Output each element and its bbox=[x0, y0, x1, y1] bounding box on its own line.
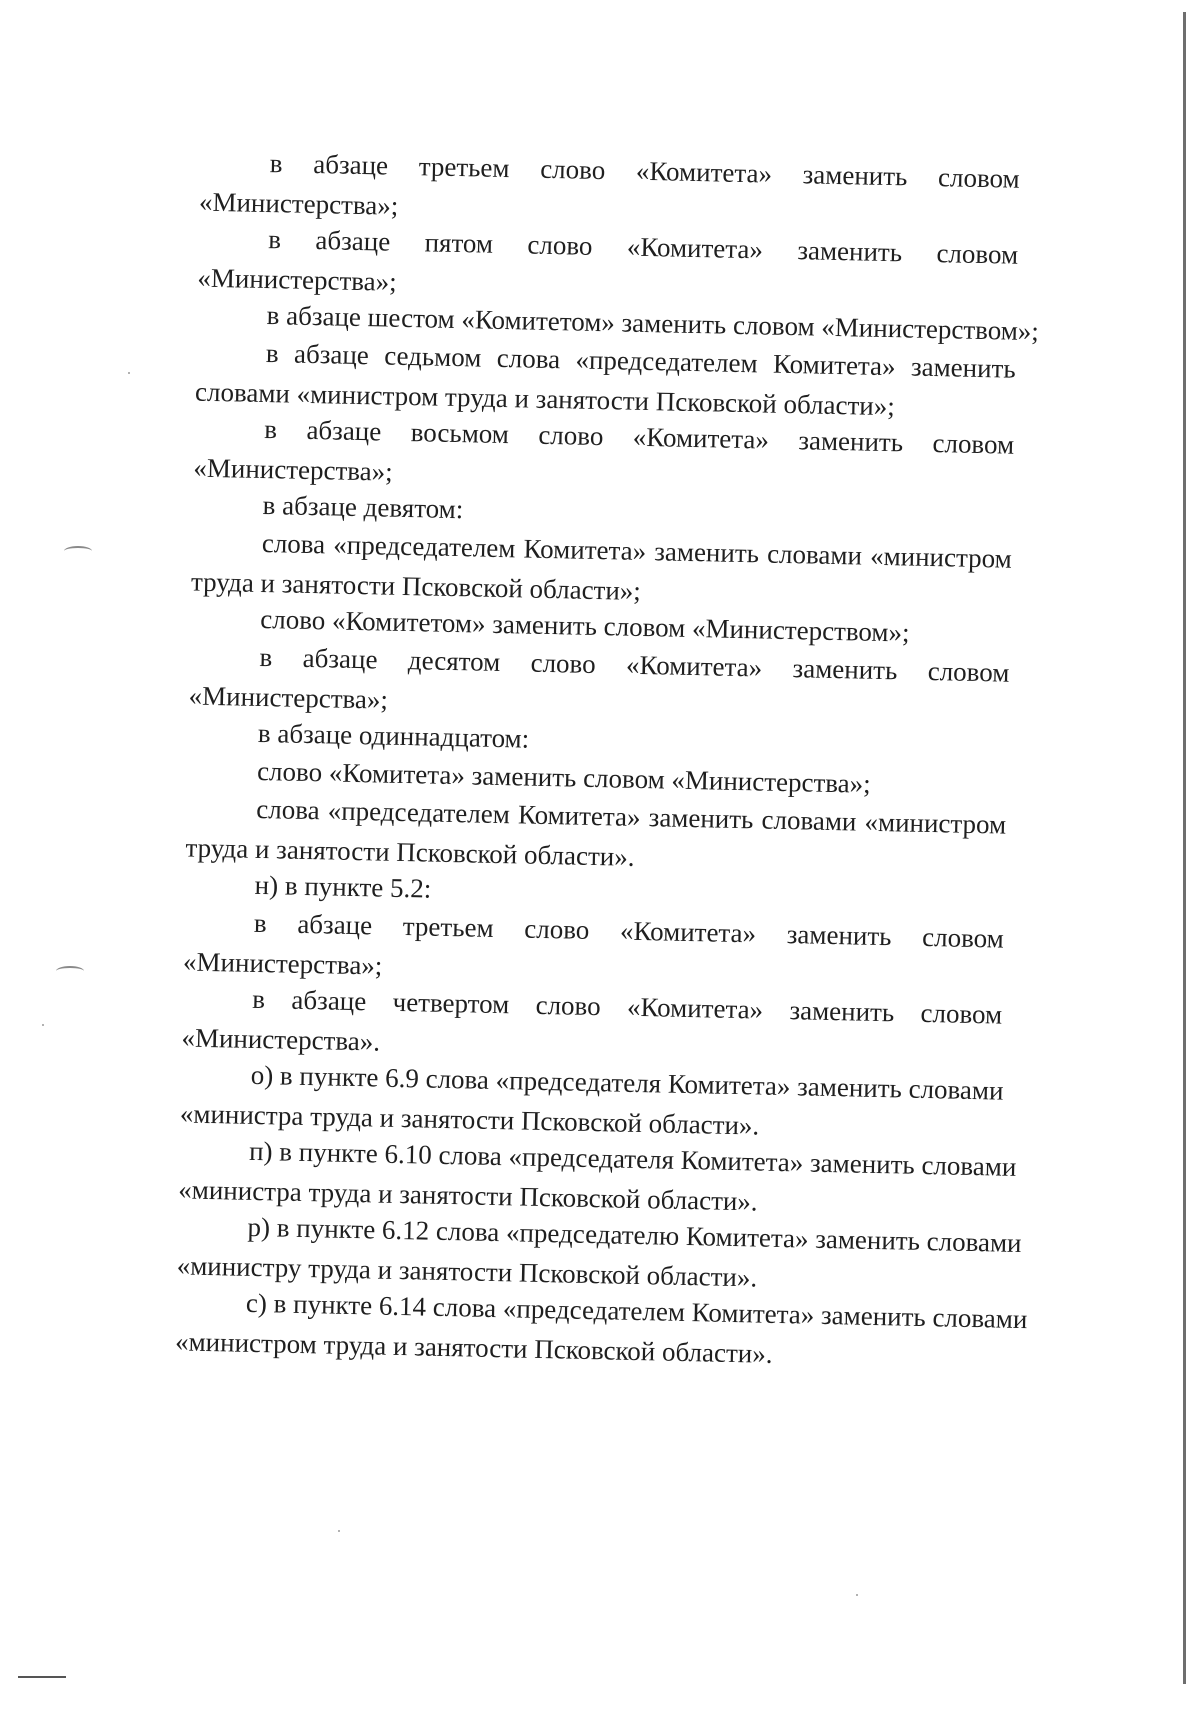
text-line: «Министерства»; bbox=[188, 680, 389, 715]
text-line: «Министерства»; bbox=[193, 452, 394, 487]
text-line: «Министерства»; bbox=[197, 262, 398, 297]
text-line: в абзаце пятом слово «Комитета» заменить словом bbox=[267, 224, 1019, 270]
text-line: с) в пункте 6.14 слова «председателем Комитета» заменить словами bbox=[245, 1287, 1028, 1335]
text-line: труда и занятости Псковской области»; bbox=[190, 566, 642, 606]
text-line: в абзаце восьмом слово «Комитета» заменить словом bbox=[263, 414, 1015, 460]
text-line: в абзаце девятом: bbox=[262, 490, 464, 525]
text-line: о) в пункте 6.9 слова «председателя Комитета» заменить словами bbox=[250, 1059, 1004, 1106]
text-line: в абзаце одиннадцатом: bbox=[257, 717, 530, 754]
text-line: в абзаце шестом «Комитетом» заменить словом «Министерством»; bbox=[266, 300, 1040, 347]
text-line: в абзаце третьем слово «Комитета» заменить словом bbox=[269, 148, 1021, 194]
text-line: р) в пункте 6.12 слова «председателю Комитета» заменить словами bbox=[247, 1211, 1022, 1259]
paragraph bbox=[174, 1281, 1028, 1378]
text-line: слово «Комитета» заменить словом «Министерства»; bbox=[256, 755, 872, 799]
text-line: «министра труда и занятости Псковской области». bbox=[179, 1098, 760, 1141]
text-line: п) в пункте 6.10 слова «председателя Комитета» заменить словами bbox=[248, 1135, 1017, 1182]
text-line: «Министерства». bbox=[181, 1022, 381, 1057]
text-line: в абзаце четвертом слово «Комитета» заменить словом bbox=[252, 983, 1003, 1030]
text-line: «Министерства»; bbox=[182, 946, 383, 981]
text-line: «министра труда и занятости Псковской области». bbox=[178, 1174, 758, 1217]
text-line: слова «председателем Комитета» заменить словами «министром bbox=[256, 793, 1007, 840]
text-line: труда и занятости Псковской области». bbox=[185, 832, 635, 872]
text-line: «Министерства»; bbox=[198, 186, 399, 221]
text-line: «министру труда и занятости Псковской области». bbox=[176, 1250, 758, 1293]
text-line: в абзаце третьем слово «Комитета» заменить словом bbox=[253, 907, 1005, 954]
text-line: в абзаце седьмом слова «председателем Комитета» заменить bbox=[265, 338, 1017, 384]
text-line: н) в пункте 5.2: bbox=[254, 869, 432, 904]
text-line: «министром труда и занятости Псковской области». bbox=[174, 1326, 773, 1369]
text-line: в абзаце десятом слово «Комитета» заменить словом bbox=[259, 641, 1010, 688]
text-line: словами «министром труда и занятости Псковской области»; bbox=[194, 376, 896, 422]
text-line: слово «Комитетом» заменить словом «Министерством»; bbox=[259, 603, 910, 648]
text-line: слова «председателем Комитета» заменить словами «министром bbox=[261, 528, 1013, 574]
